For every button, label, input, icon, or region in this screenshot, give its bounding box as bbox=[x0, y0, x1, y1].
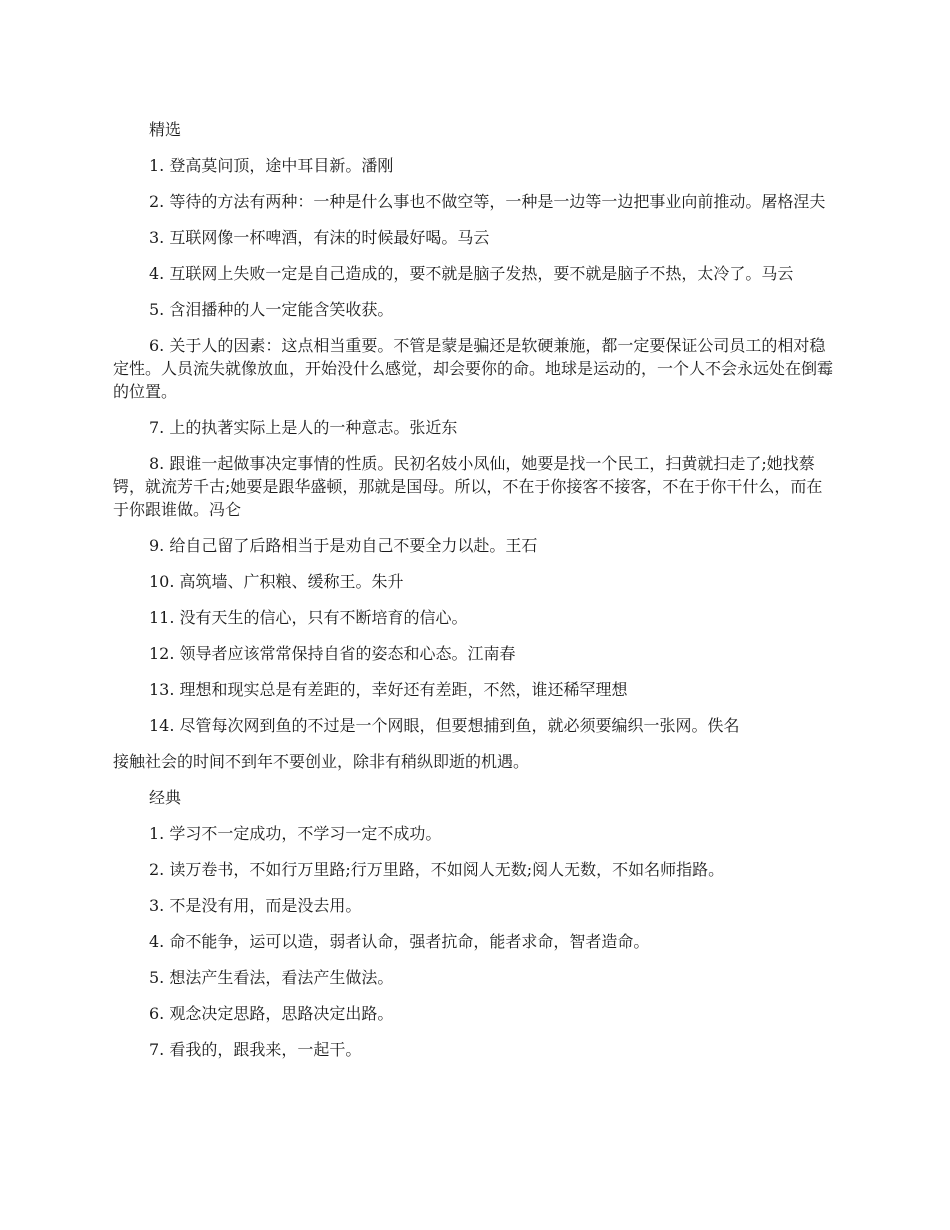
section-heading-selected: 精选 bbox=[149, 120, 182, 139]
quote-item: 7. 上的执著实际上是人的一种意志。张近东 bbox=[149, 418, 458, 437]
quote-item: 2. 等待的方法有两种：一种是什么事也不做空等，一种是一边等一边把事业向前推动。屠格涅夫 bbox=[149, 192, 826, 211]
quote-item: 14. 尽管每次网到鱼的不过是一个网眼，但要想捕到鱼，就必须要编织一张网。佚名 bbox=[149, 716, 740, 735]
quote-item: 2. 读万卷书，不如行万里路;行万里路，不如阅人无数;阅人无数，不如名师指路。 bbox=[149, 860, 725, 879]
quote-item: 7. 看我的，跟我来，一起干。 bbox=[149, 1040, 362, 1059]
section-heading-classic: 经典 bbox=[149, 788, 182, 807]
quote-item: 12. 领导者应该常常保持自省的姿态和心态。江南春 bbox=[149, 644, 516, 663]
quote-item: 8. 跟谁一起做事决定事情的性质。民初名妓小凤仙，她要是找一个民工，扫黄就扫走了;她找蔡锷，就流芳千古;她要是跟华盛顿，那就是国母。所以，不在于你接客不接客，不在于你干什么，而在于你跟谁做。冯仑 bbox=[113, 454, 823, 519]
quote-item-continuation: 接触社会的时间不到年不要创业，除非有稍纵即逝的机遇。 bbox=[113, 752, 530, 771]
quote-item: 6. 关于人的因素：这点相当重要。不管是蒙是骗还是软硬兼施，都一定要保证公司员工的相对稳定性。人员流失就像放血，开始没什么感觉，却会要你的命。地球是运动的，一个人不会永远处在倒霉的位置。 bbox=[113, 336, 834, 401]
quote-item: 4. 命不能争，运可以造，弱者认命，强者抗命，能者求命，智者造命。 bbox=[149, 932, 650, 951]
quote-item: 1. 登高莫问顶，途中耳目新。潘刚 bbox=[149, 156, 394, 175]
quote-item: 3. 不是没有用，而是没去用。 bbox=[149, 896, 362, 915]
quote-item: 11. 没有天生的信心，只有不断培育的信心。 bbox=[149, 608, 468, 627]
quote-item: 6. 观念决定思路，思路决定出路。 bbox=[149, 1004, 394, 1023]
quote-item: 9. 给自己留了后路相当于是劝自己不要全力以赴。王石 bbox=[149, 536, 538, 555]
quote-item: 1. 学习不一定成功，不学习一定不成功。 bbox=[149, 824, 442, 843]
quote-item: 4. 互联网上失败一定是自己造成的，要不就是脑子发热，要不就是脑子不热，太冷了。马云 bbox=[149, 264, 794, 283]
quote-item: 3. 互联网像一杯啤酒，有沫的时候最好喝。马云 bbox=[149, 228, 490, 247]
quote-item: 10. 高筑墙、广积粮、缓称王。朱升 bbox=[149, 572, 404, 591]
document-body bbox=[113, 118, 838, 1074]
quote-item: 5. 含泪播种的人一定能含笑收获。 bbox=[149, 300, 394, 319]
quote-item: 5. 想法产生看法，看法产生做法。 bbox=[149, 968, 394, 987]
quote-item: 13. 理想和现实总是有差距的，幸好还有差距，不然，谁还稀罕理想 bbox=[149, 680, 628, 699]
